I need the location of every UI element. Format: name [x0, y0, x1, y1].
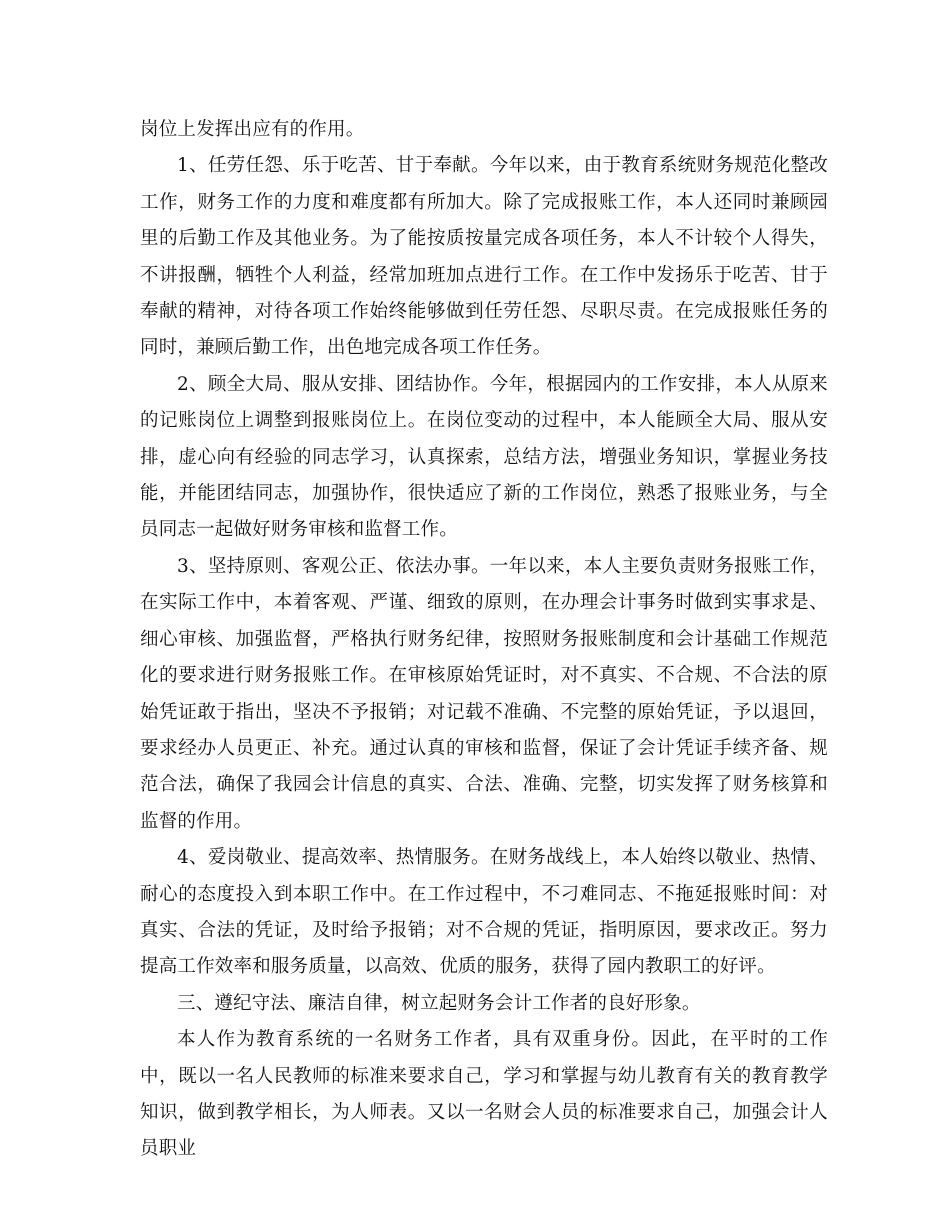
paragraph-continuation: 岗位上发挥出应有的作用。: [140, 119, 365, 140]
paragraph-item-1: 1、任劳任怨、乐于吃苦、甘于奉献。今年以来，由于教育系统财务规范化整改工作，财务工作的力度和难度都有所加大。除了完成报账工作，本人还同时兼顾园里的后勤工作及其他业务。为了能按质按量完成各项任务，本人不计较个人得失，不讲报酬，牺牲个人利益，经常加班加点进行工作。在工作中发扬乐于吃苦、甘于奉献的精神，对待各项工作始终能够做到任劳任怨、尽职尽责。在完成报账任务的同时，兼顾后勤工作，出色地完成各项工作任务。: [140, 155, 828, 359]
document-body: [140, 112, 828, 1168]
paragraph-item-2: 2、顾全大局、服从安排、团结协作。今年，根据园内的工作安排，本人从原来的记账岗位上调整到报账岗位上。在岗位变动的过程中，本人能顾全大局、服从安排，虚心向有经验的同志学习，认真探索，总结方法，增强业务知识，掌握业务技能，并能团结同志，加强协作，很快适应了新的工作岗位，熟悉了报账业务，与全员同志一起做好财务审核和监督工作。: [140, 373, 828, 541]
paragraph-item-4: 4、爱岗敬业、提高效率、热情服务。在财务战线上，本人始终以敬业、热情、耐心的态度投入到本职工作中。在工作过程中，不刁难同志、不拖延报账时间：对真实、合法的凭证，及时给予报销；对不合规的凭证，指明原因，要求改正。努力提高工作效率和服务质量，以高效、优质的服务，获得了园内教职工的好评。: [140, 847, 828, 978]
paragraph-item-3: 3、坚持原则、客观公正、依法办事。一年以来，本人主要负责财务报账工作，在实际工作中，本着客观、严谨、细致的原则，在办理会计事务时做到实事求是、细心审核、加强监督，严格执行财务纪律，按照财务报账制度和会计基础工作规范化的要求进行财务报账工作。在审核原始凭证时，对不真实、不合规、不合法的原始凭证敢于指出，坚决不予报销；对记载不准确、不完整的原始凭证，予以退回，要求经办人员更正、补充。通过认真的审核和监督，保证了会计凭证手续齐备、规范合法，确保了我园会计信息的真实、合法、准确、完整，切实发挥了财务核算和监督的作用。: [140, 555, 828, 832]
section-heading-three: 三、遵纪守法、廉洁自律，树立起财务会计工作者的良好形象。: [177, 992, 701, 1014]
paragraph-dual-identity: 本人作为教育系统的一名财务工作者，具有双重身份。因此，在平时的工作中，既以一名人民教师的标准来要求自己，学习和掌握与幼儿教育有关的教育教学知识，做到教学相长，为人师表。又以一名财会人员的标准要求自己，加强会计人员职业: [140, 1029, 828, 1160]
